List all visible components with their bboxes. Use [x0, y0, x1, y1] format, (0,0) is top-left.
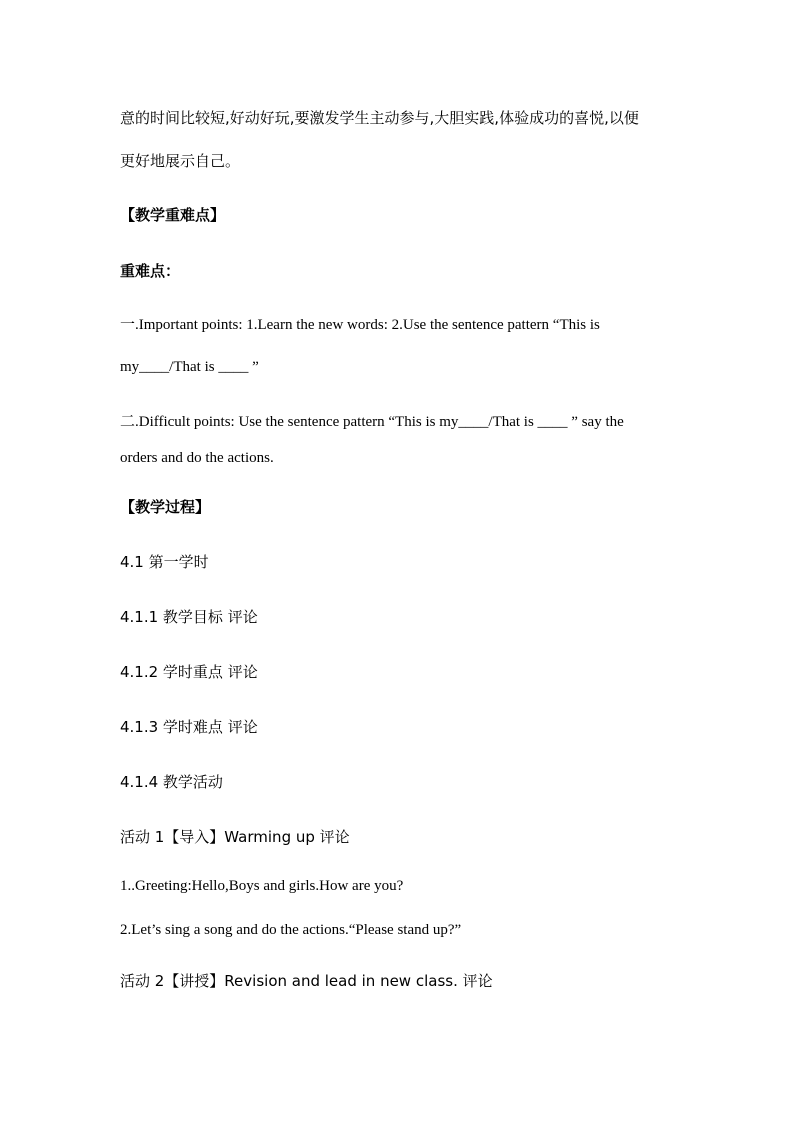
difficult-points-line-1: 二.Difficult points: Use the sentence pattern “This is my____/That is ____ ” say the — [120, 414, 624, 430]
section-heading-process: 【教学过程】 — [120, 498, 211, 516]
lesson-heading: 4.1 第一学时 — [120, 553, 209, 571]
important-points-line-2: my____/That is ____ ” — [120, 359, 259, 375]
activity-2-heading: 活动 2【讲授】Revision and lead in new class. 评论 — [120, 972, 493, 990]
subheading-key-points: 重难点： — [120, 262, 181, 280]
intro-paragraph-line-2: 更好地展示自己。 — [120, 152, 241, 170]
outline-item-activities: 4.1.4 教学活动 — [120, 773, 223, 791]
section-heading-key-points: 【教学重难点】 — [120, 206, 226, 224]
activity-1-heading: 活动 1【导入】Warming up 评论 — [120, 828, 350, 846]
important-points-line-1: 一.Important points: 1.Learn the new words: 2.Use the sentence pattern “This is — [120, 317, 600, 333]
outline-item-objectives: 4.1.1 教学目标 评论 — [120, 608, 258, 626]
outline-item-key-points: 4.1.2 学时重点 评论 — [120, 663, 258, 681]
activity-1-step-1: 1..Greeting:Hello,Boys and girls.How are you? — [120, 878, 404, 894]
difficult-points-line-2: orders and do the actions. — [120, 450, 274, 466]
intro-paragraph-line-1: 意的时间比较短,好动好玩,要激发学生主动参与,大胆实践,体验成功的喜悦,以便 — [120, 109, 639, 127]
outline-item-difficulties: 4.1.3 学时难点 评论 — [120, 718, 258, 736]
activity-1-step-2: 2.Let’s sing a song and do the actions.“Please stand up?” — [120, 922, 462, 938]
